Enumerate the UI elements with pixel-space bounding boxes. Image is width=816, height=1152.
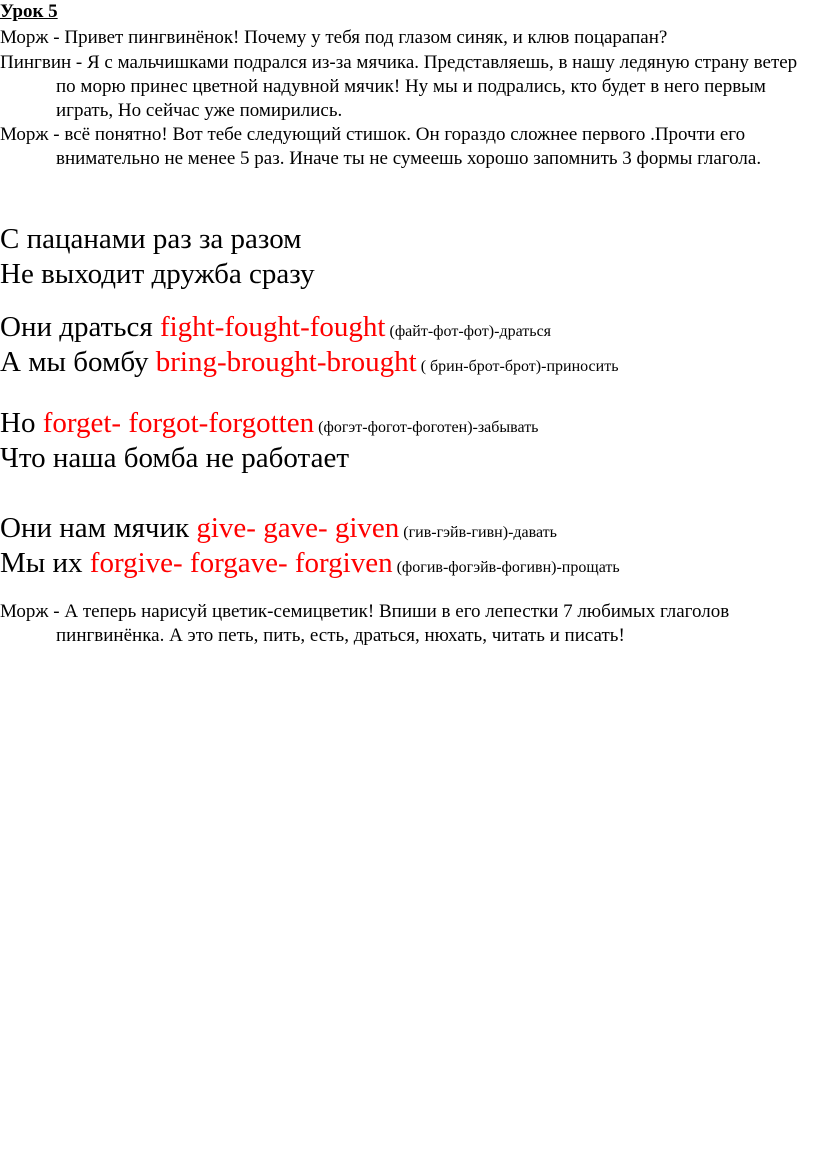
poem-line-text: Мы их: [0, 547, 90, 579]
poem-line: [0, 511, 557, 550]
poem-line: [0, 257, 315, 291]
dialogue-paragraph-walrus-instruction: Морж - всё понятно! Вот тебе следующий стишок. Он гораздо сложнее первого .Прочти его внимательно не менее 5 раз. Иначе ты не сумеешь хорошо запомнить 3 формы глагола.: [0, 124, 762, 169]
poem-line: [0, 546, 620, 585]
poem-line-text: Они драться: [0, 311, 160, 343]
poem-line: [0, 345, 619, 384]
poem-line-text: Не выходит дружба сразу: [0, 258, 315, 290]
poem-line-text: Они нам мячик: [0, 512, 197, 544]
verb-forms: give- gave- given: [196, 512, 400, 544]
verb-forms: forgive- forgave- forgiven: [89, 547, 393, 579]
lesson-title: Урок 5: [0, 1, 58, 22]
poem-line: [0, 441, 349, 475]
verb-forms: forget- forgot-forgotten: [42, 407, 315, 439]
poem-line-text: Но: [0, 407, 43, 439]
verb-transcription: (файт-фот-фот)-драться: [385, 323, 552, 340]
verb-forms: fight-fought-fought: [159, 311, 386, 343]
verb-transcription: (фогив-фогэйв-фогивн)-прощать: [392, 559, 620, 576]
verb-transcription: ( брин-брот-брот)-приносить: [416, 358, 619, 375]
poem-line-text: С пацанами раз за разом: [0, 223, 302, 255]
poem-line-text: А мы бомбу: [0, 346, 156, 378]
poem-line: [0, 222, 302, 256]
dialogue-paragraph-walrus-greeting: Морж - Привет пингвинёнок! Почему у тебя под глазом синяк, и клюв поцарапан?: [0, 27, 668, 48]
verb-transcription: (фогэт-фогот-фоготен)-забывать: [314, 419, 539, 436]
poem-line-text: Что наша бомба не работает: [0, 442, 349, 474]
poem-line: [0, 406, 538, 445]
verb-transcription: (гив-гэйв-гивн)-давать: [399, 524, 557, 541]
closing-paragraph: Морж - А теперь нарисуй цветик-семицветик! Впиши в его лепестки 7 любимых глаголов пингвинёнка. А это петь, пить, есть, драться, нюхать, читать и писать!: [0, 601, 730, 646]
poem-line: [0, 310, 551, 349]
dialogue-paragraph-penguin-reply: Пингвин - Я с мальчишками подрался из-за мячика. Представляешь, в нашу ледяную страну ветер по морю принес цветной надувной мячик! Ну мы и подрались, кто будет в него первым играть, Но сейчас уже помирились.: [0, 52, 798, 121]
verb-forms: bring-brought-brought: [155, 346, 417, 378]
